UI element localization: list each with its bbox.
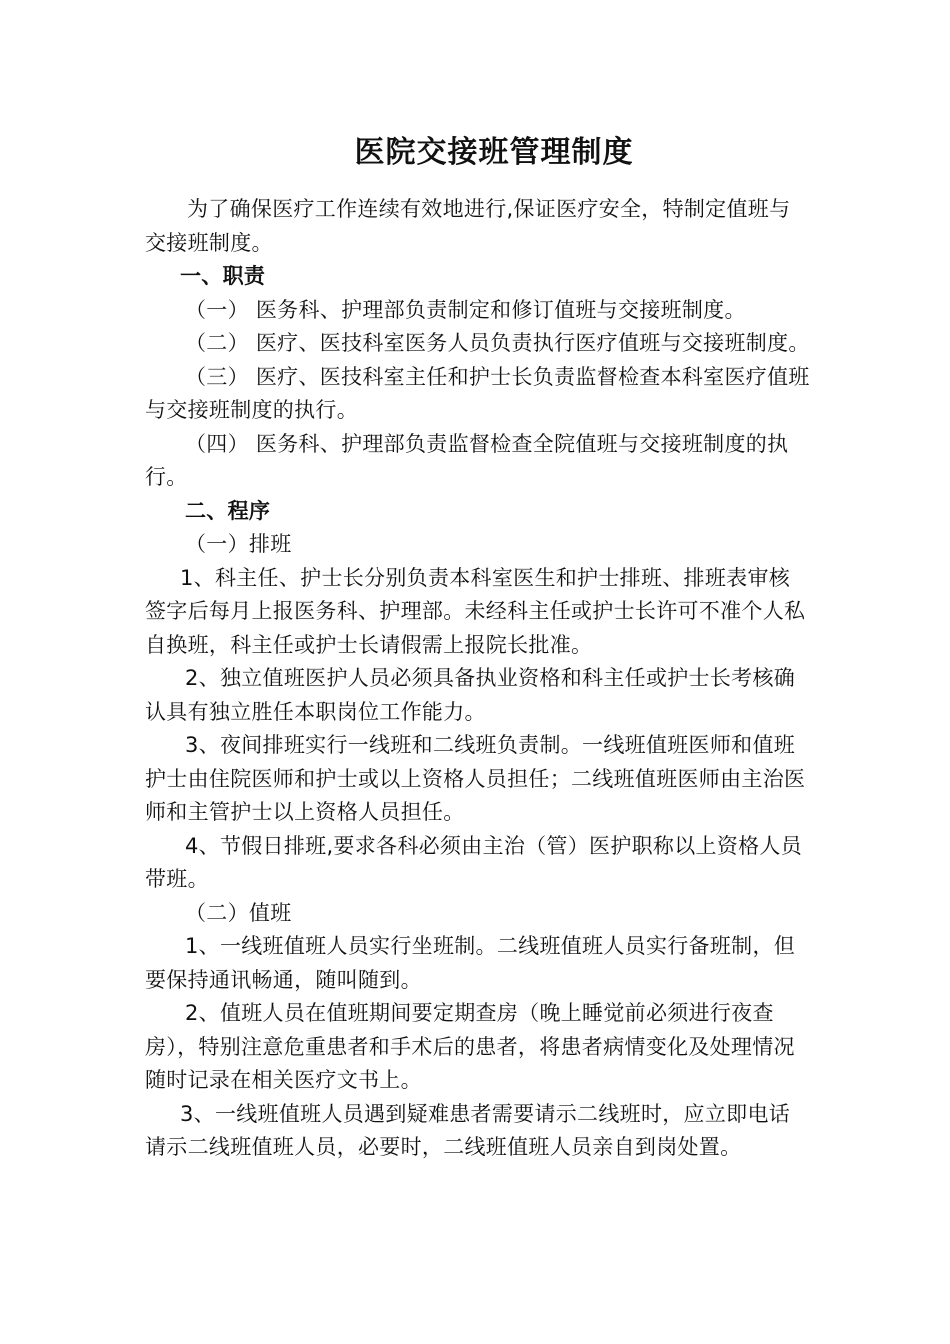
section-heading-procedure: 二、程序 bbox=[185, 498, 271, 523]
document-title: 医院交接班管理制度 bbox=[354, 135, 634, 170]
scheduling-item-2: 2、独立值班医护人员必须具备执业资格和科主任或护士长考核确认具有独立胜任本职岗位工作能力。 bbox=[145, 666, 796, 724]
section-heading-duties: 一、职责 bbox=[180, 264, 266, 288]
document-body bbox=[145, 193, 810, 1165]
scheduling-item-4: 4、节假日排班,要求各科必须由主治（管）医护职称以上资格人员带班。 bbox=[145, 833, 803, 891]
scheduling-item-3: 3、夜间排班实行一线班和二线班负责制。一线班值班医师和值班护士由住院医师和护士或以上资格人员担任；二线班值班医师由主治医师和主管护士以上资格人员担任。 bbox=[145, 733, 806, 824]
on-duty-item-1: 1、一线班值班人员实行坐班制。二线班值班人员实行备班制，但要保持通讯畅通，随叫随到。 bbox=[145, 934, 796, 992]
intro-paragraph: 为了确保医疗工作连续有效地进行,保证医疗安全，特制定值班与交接班制度。 bbox=[145, 197, 791, 255]
duty-item-4: （四） 医务科、护理部负责监督检查全院值班与交接班制度的执行。 bbox=[145, 431, 789, 489]
subsection-heading-on-duty: （二）值班 bbox=[185, 900, 292, 925]
on-duty-item-3: 3、一线班值班人员遇到疑难患者需要请示二线班时，应立即电话请示二线班值班人员，必要时，二线班值班人员亲自到岗处置。 bbox=[145, 1101, 791, 1159]
subsection-heading-scheduling: （一）排班 bbox=[185, 532, 292, 556]
duty-item-2: （二） 医疗、医技科室医务人员负责执行医疗值班与交接班制度。 bbox=[185, 331, 810, 355]
duty-item-3: （三） 医疗、医技科室主任和护士长负责监督检查本科室医疗值班与交接班制度的执行。 bbox=[145, 364, 810, 422]
on-duty-item-2: 2、值班人员在值班期间要定期查房（晚上睡觉前必须进行夜查房），特别注意危重患者和手术后的患者，将患者病情变化及处理情况随时记录在相关医疗文书上。 bbox=[145, 1001, 795, 1092]
scheduling-item-1: 1、科主任、护士长分别负责本科室医生和护士排班、排班表审核签字后每月上报医务科、护理部。未经科主任或护士长许可不准个人私自换班，科主任或护士长请假需上报院长批准。 bbox=[145, 565, 806, 657]
duty-item-1: （一） 医务科、护理部负责制定和修订值班与交接班制度。 bbox=[185, 297, 746, 322]
